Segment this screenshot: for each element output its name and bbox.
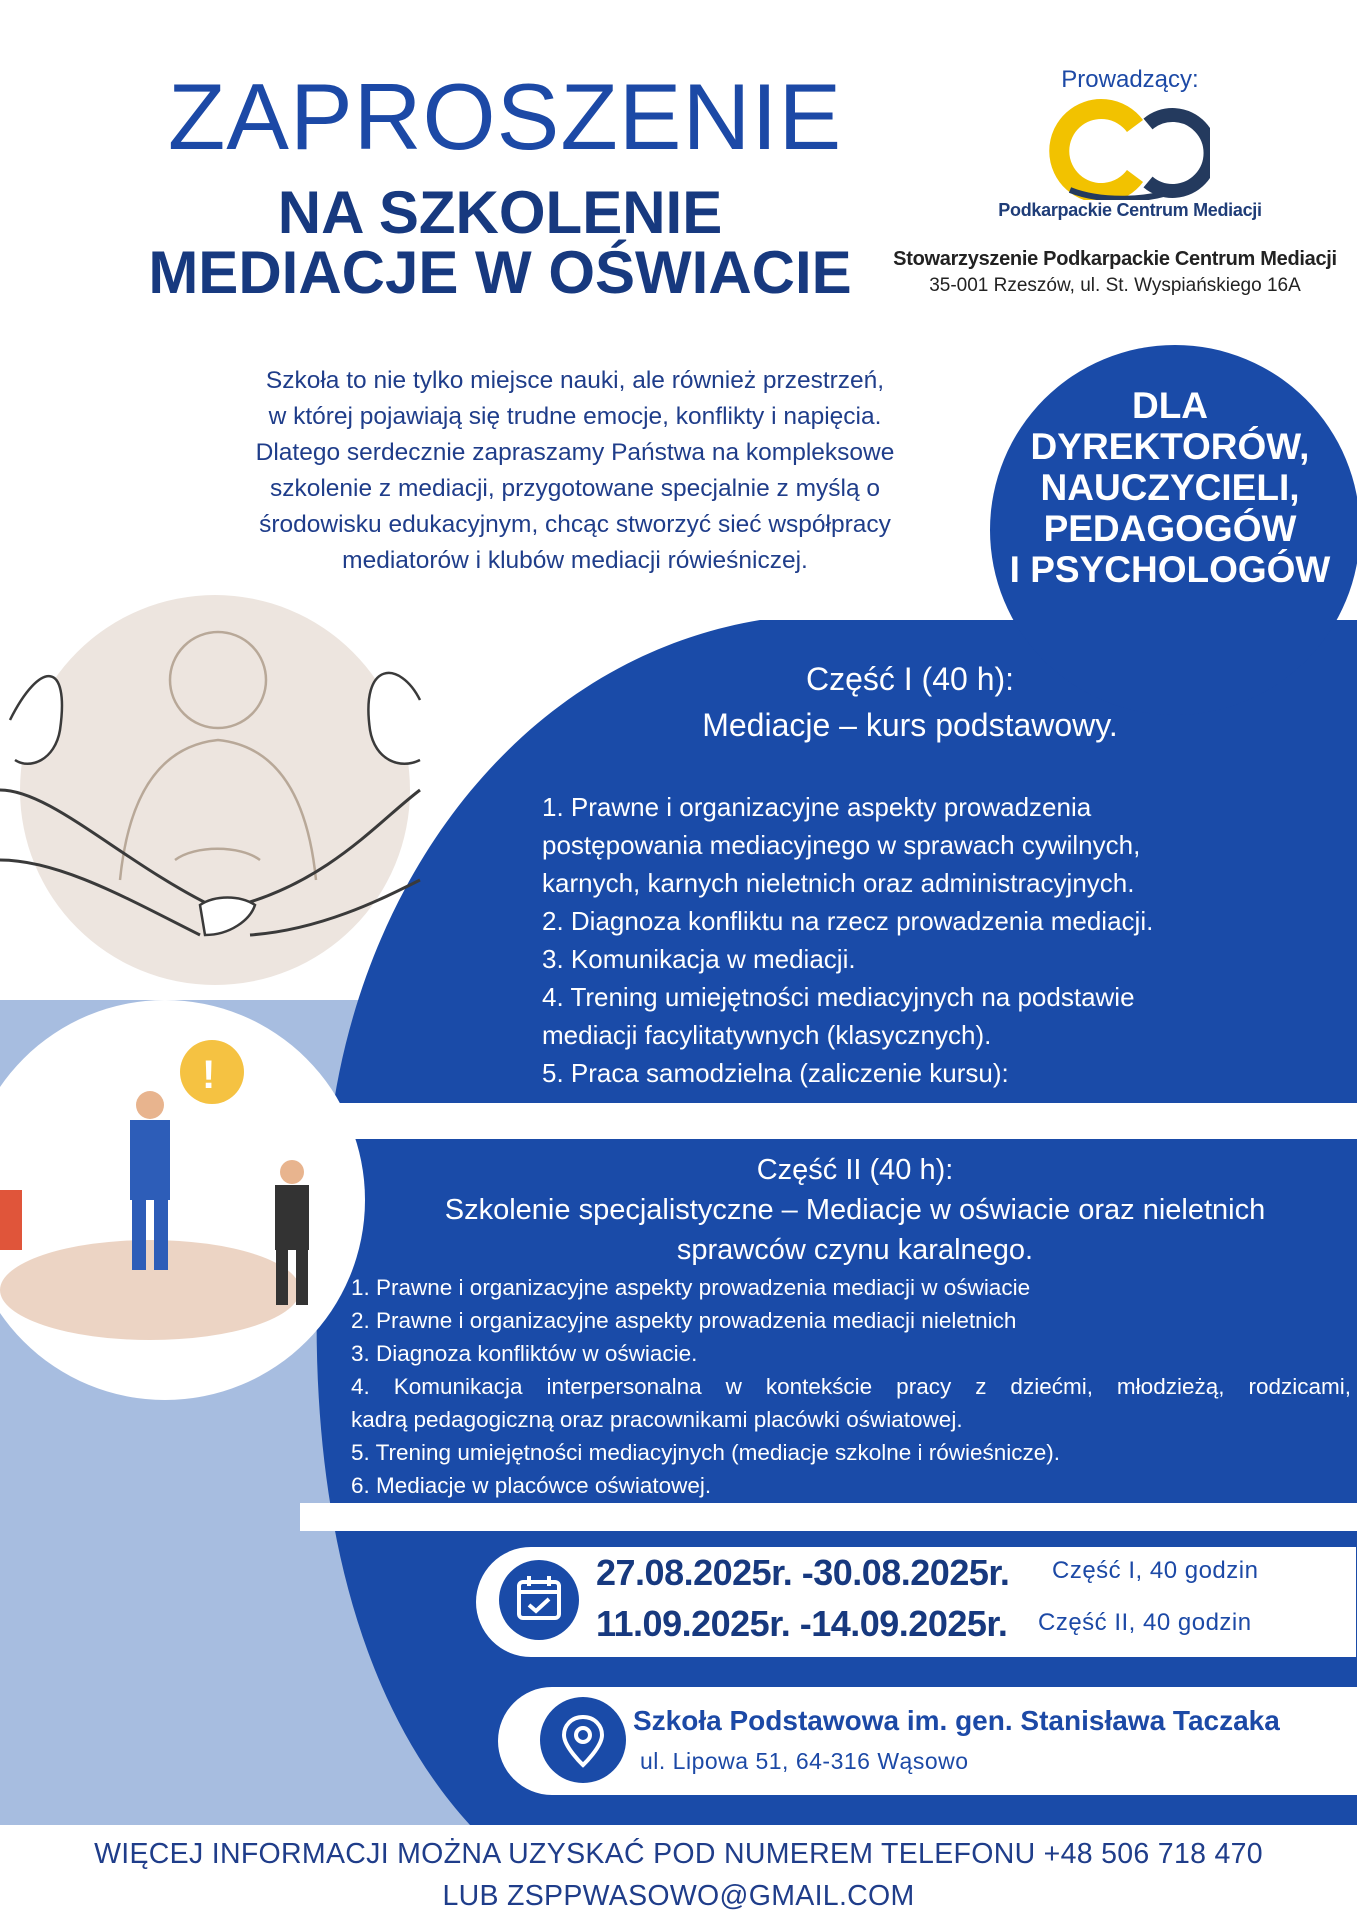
list-item: 3. Diagnoza konfliktów w oświacie. bbox=[351, 1341, 698, 1366]
subtitle-line-1: NA SZKOLENIE bbox=[277, 179, 723, 246]
intro-line: środowisku edukacyjnym, chcąc stworzyć sieć współpracy bbox=[259, 511, 891, 538]
date-part2-note: Część II, 40 godzin bbox=[1038, 1609, 1252, 1636]
part2-heading-line: Część II (40 h): bbox=[756, 1154, 954, 1186]
list-item: karnych, karnych nieletnich oraz administracyjnych. bbox=[542, 868, 1135, 898]
part1-heading-line: Część I (40 h): bbox=[805, 661, 1015, 697]
list-item: postępowania mediacyjnego w sprawach cywilnych, bbox=[542, 830, 1141, 860]
intro-line: szkolenie z mediacji, przygotowane specjalnie z myślą o bbox=[269, 475, 881, 502]
list-item: 1. Prawne i organizacyjne aspekty prowadzenia mediacji w oświacie bbox=[351, 1275, 1031, 1300]
audience-text bbox=[990, 385, 1350, 590]
subtitle-line-2: MEDIACJE W OŚWIACIE bbox=[148, 239, 852, 306]
part1-heading-line: Mediacje – kurs podstawowy. bbox=[702, 707, 1118, 743]
part1-list bbox=[542, 788, 1332, 1092]
date-part1-note: Część I, 40 godzin bbox=[1052, 1557, 1259, 1584]
list-item: 3. Komunikacja w mediacji. bbox=[542, 944, 856, 974]
audience-line: NAUCZYCIELI, bbox=[1040, 467, 1300, 508]
list-item: 5. Trening umiejętności mediacyjnych (mediacje szkolne i rówieśnicze). bbox=[351, 1440, 1061, 1465]
map-pin-icon bbox=[540, 1697, 626, 1783]
intro-line: Dlatego serdecznie zapraszamy Państwa na kompleksowe bbox=[255, 439, 895, 466]
list-item: 2. Diagnoza konfliktu na rzecz prowadzenia mediacji. bbox=[542, 906, 1154, 936]
band-separator-2 bbox=[300, 1503, 1357, 1531]
location-name: Szkoła Podstawowa im. gen. Stanisława Taczaka bbox=[633, 1705, 1280, 1736]
list-item: 1. Prawne i organizacyjne aspekty prowadzenia bbox=[542, 792, 1092, 822]
audience-line: DYREKTORÓW, bbox=[1030, 426, 1310, 467]
subtitle bbox=[110, 179, 890, 306]
audience-line: I PSYCHOLOGÓW bbox=[1009, 549, 1331, 590]
footer-phone: WIĘCEJ INFORMACJI MOŻNA UZYSKAĆ POD NUMEREM TELEFONU +48 506 718 470 bbox=[94, 1838, 1263, 1870]
audience-line: PEDAGOGÓW bbox=[1043, 508, 1297, 549]
list-item: kadrą pedagogiczną oraz pracownikami placówki oświatowej. bbox=[351, 1407, 963, 1432]
part1-heading bbox=[600, 656, 1220, 748]
date-part1: 27.08.2025r. -30.08.2025r. bbox=[596, 1552, 1010, 1593]
list-item: 4. Trening umiejętności mediacyjnych na podstawie bbox=[542, 982, 1135, 1012]
logo-text: Podkarpackie Centrum Mediacji bbox=[998, 200, 1262, 220]
part2-list bbox=[351, 1271, 1351, 1502]
calendar-icon bbox=[499, 1560, 579, 1640]
date-part2: 11.09.2025r. -14.09.2025r. bbox=[596, 1603, 1008, 1644]
intro-line: mediatorów i klubów mediacji rówieśniczej. bbox=[342, 547, 808, 574]
location-icon-circle bbox=[540, 1697, 626, 1783]
footer-email: LUB ZSPPWASOWO@GMAIL.COM bbox=[442, 1880, 915, 1912]
svg-text:!: ! bbox=[202, 1053, 216, 1097]
organizer-label: Prowadzący: bbox=[1061, 66, 1199, 93]
intro-paragraph bbox=[205, 363, 945, 579]
list-item: 4. Komunikacja interpersonalna w kontekście pracy z dziećmi, młodzieżą, rodzicami, bbox=[351, 1374, 1351, 1399]
location-address: ul. Lipowa 51, 64-316 Wąsowo bbox=[640, 1748, 969, 1774]
list-item: 5. Praca samodzielna (zaliczenie kursu): bbox=[542, 1058, 1009, 1088]
list-item: 6. Mediacje w placówce oświatowej. bbox=[351, 1473, 712, 1498]
part2-heading-line: sprawców czynu karalnego. bbox=[676, 1234, 1034, 1266]
calendar-icon-circle bbox=[499, 1560, 579, 1640]
organizer-address: 35-001 Rzeszów, ul. St. Wyspiańskiego 16A bbox=[929, 275, 1301, 296]
intro-line: w której pojawiają się trudne emocje, konflikty i napięcia. bbox=[268, 403, 882, 430]
band-separator-1 bbox=[330, 1103, 1357, 1139]
audience-line: DLA bbox=[1131, 385, 1209, 426]
main-title: ZAPROSZENIE bbox=[167, 64, 843, 169]
part2-heading bbox=[370, 1150, 1340, 1270]
list-item: 2. Prawne i organizacyjne aspekty prowadzenia mediacji nieletnich bbox=[351, 1308, 1017, 1333]
organizer-logo-icon bbox=[1040, 96, 1210, 200]
location-panel bbox=[498, 1687, 1357, 1795]
organizer-name: Stowarzyszenie Podkarpackie Centrum Mediacji bbox=[893, 248, 1337, 270]
intro-line: Szkoła to nie tylko miejsce nauki, ale również przestrzeń, bbox=[265, 367, 885, 394]
list-item: mediacji facylitatywnych (klasycznych). bbox=[542, 1020, 992, 1050]
part2-heading-line: Szkolenie specjalistyczne – Mediacje w oświacie oraz nieletnich bbox=[444, 1194, 1266, 1226]
